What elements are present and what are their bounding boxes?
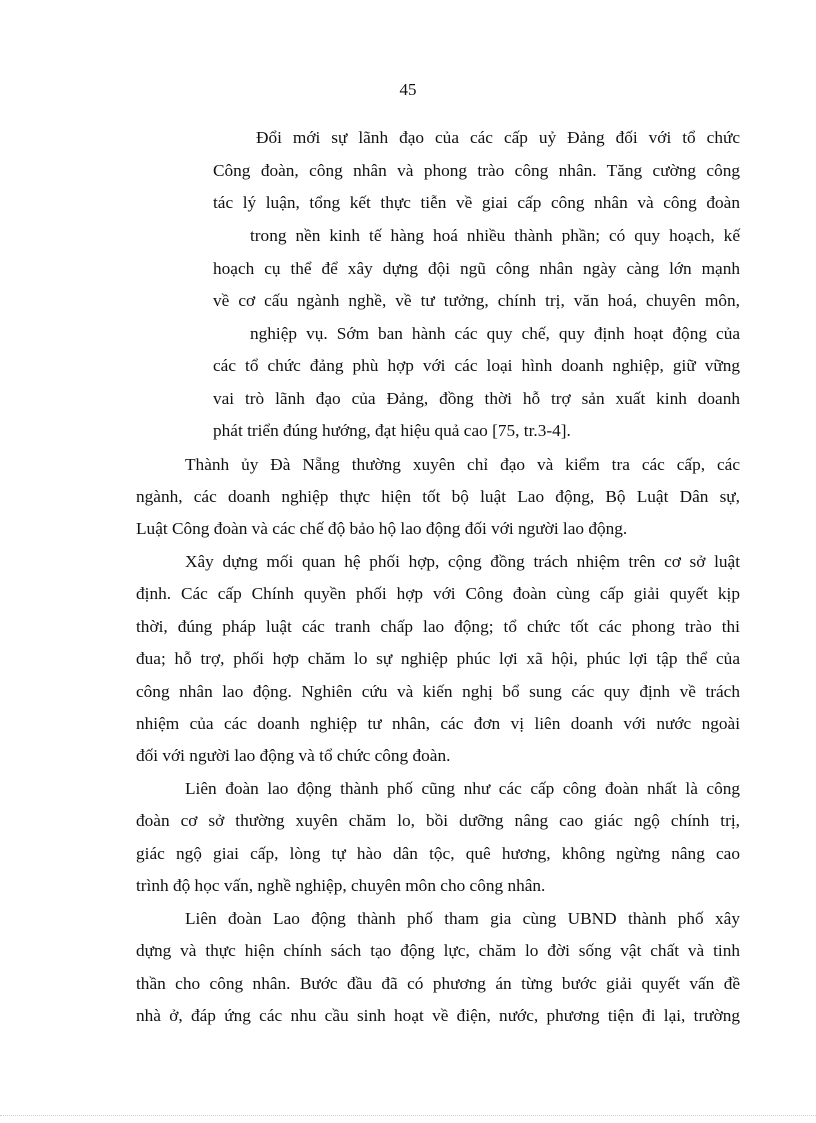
paragraph-line: Liên đoàn lao động thành phố cũng như các cấp công đoàn nhất là công [185,779,740,798]
quote-line: Công đoàn, công nhân và phong trào công nhân. Tăng cường công [213,161,740,180]
paragraph-line: đoàn cơ sở thường xuyên chăm lo, bồi dưỡng nâng cao giác ngộ chính trị, [136,811,740,830]
paragraph-line: công nhân lao động. Nghiên cứu và kiến nghị bổ sung các quy định về trách [136,682,740,701]
page-bottom-edge [0,1115,816,1116]
page-number: 45 [399,80,417,99]
quote-line: tác lý luận, tổng kết thực tiễn về giai cấp công nhân và công đoàn [213,193,740,212]
paragraph-line: nhiệm của các doanh nghiệp tư nhân, các đơn vị liên doanh với nước ngoài [136,714,740,733]
quote-line: về cơ cấu ngành nghề, về tư tưởng, chính trị, văn hoá, chuyên môn, [213,291,740,310]
paragraph-line: định. Các cấp Chính quyền phối hợp với Công đoàn cùng cấp giải quyết kịp [136,584,740,603]
quote-line: hoạch cụ thể để xây dựng đội ngũ công nhân ngày càng lớn mạnh [213,259,740,278]
paragraph-line: Liên đoàn Lao động thành phố tham gia cùng UBND thành phố xây [185,909,740,928]
quote-line: trong nền kinh tế hàng hoá nhiều thành phần; có quy hoạch, kế [250,226,740,245]
paragraph-line: thần cho công nhân. Bước đầu đã có phương án từng bước giải quyết vấn đề [136,974,740,993]
paragraph-line: trình độ học vấn, nghề nghiệp, chuyên môn cho công nhân. [136,876,546,895]
paragraph-line: Thành ủy Đà Nẵng thường xuyên chỉ đạo và kiểm tra các cấp, các [185,455,740,474]
paragraph-line: thời, đúng pháp luật các tranh chấp lao động; tổ chức tốt các phong trào thi [136,617,740,636]
quote-line: các tổ chức đảng phù hợp với các loại hình doanh nghiệp, giữ vững [213,356,740,375]
paragraph-line: đua; hỗ trợ, phối hợp chăm lo sự nghiệp phúc lợi xã hội, phúc lợi tập thể của [136,649,740,668]
paragraph-line: dựng và thực hiện chính sách tạo động lực, chăm lo đời sống vật chất và tinh [136,941,740,960]
quote-line: phát triển đúng hướng, đạt hiệu quả cao [75, tr.3-4]. [213,421,571,440]
paragraph-line: Xây dựng mối quan hệ phối hợp, cộng đồng trách nhiệm trên cơ sở luật [185,552,740,571]
paragraph-line: đối với người lao động và tổ chức công đoàn. [136,746,451,765]
paragraph-line: Luật Công đoàn và các chế độ bảo hộ lao động đối với người lao động. [136,519,628,538]
paragraph-line: giác ngộ giai cấp, lòng tự hào dân tộc, quê hương, không ngừng nâng cao [136,844,740,863]
quote-line: vai trò lãnh đạo của Đảng, đồng thời hỗ trợ sản xuất kinh doanh [213,389,740,408]
quote-line: Đổi mới sự lãnh đạo của các cấp uỷ Đảng đối với tổ chức [256,128,740,147]
paragraph-line: nhà ở, đáp ứng các nhu cầu sinh hoạt về điện, nước, phương tiện đi lại, trường [136,1006,740,1025]
paragraph-line: ngành, các doanh nghiệp thực hiện tốt bộ luật Lao động, Bộ Luật Dân sự, [136,487,740,506]
quote-line: nghiệp vụ. Sớm ban hành các quy chế, quy định hoạt động của [250,324,740,343]
